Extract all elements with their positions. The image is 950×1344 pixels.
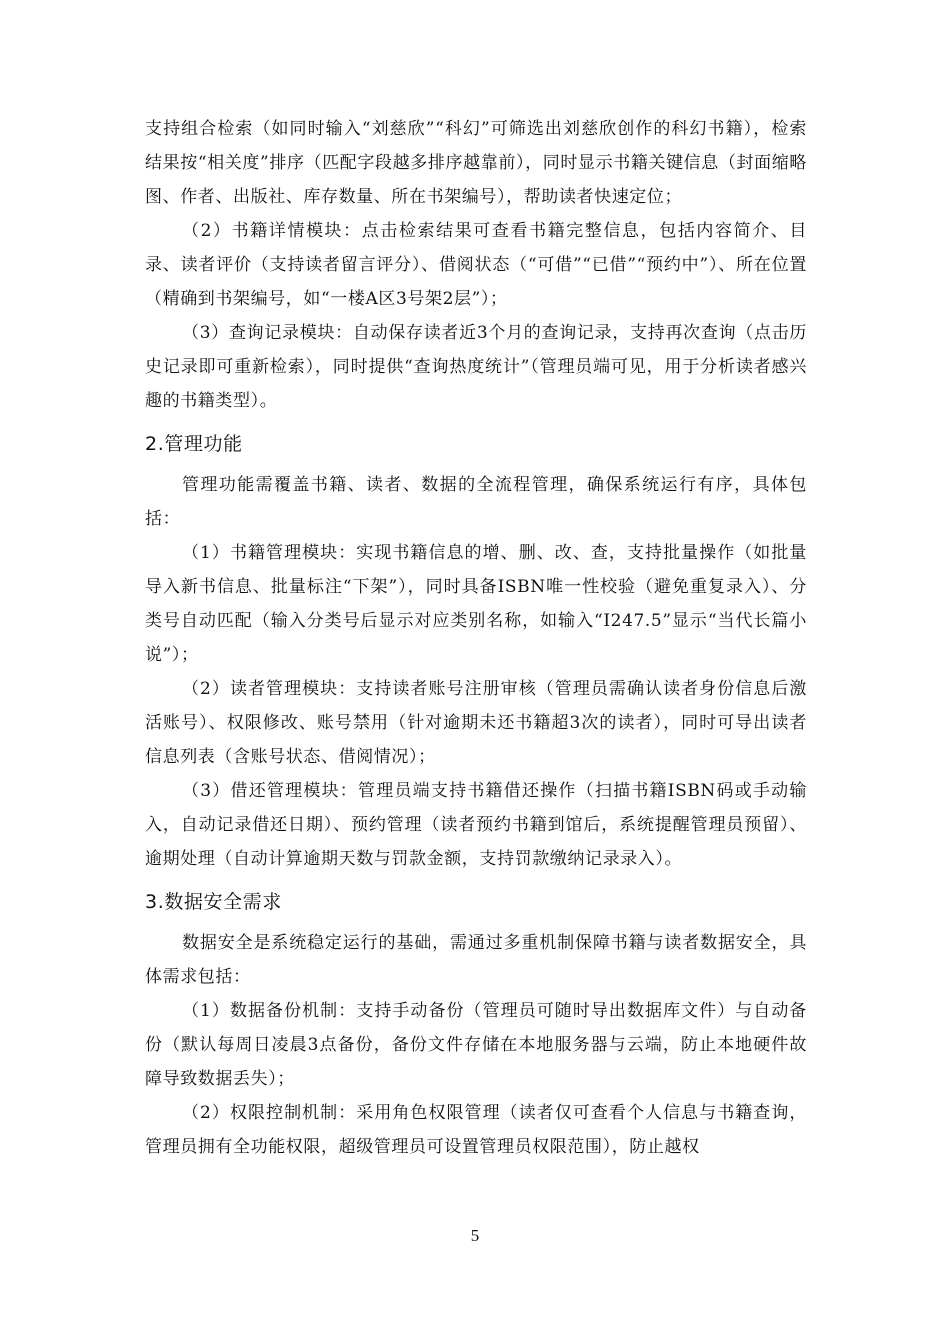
paragraph-permission-control: （2）权限控制机制：采用角色权限管理（读者仅可查看个人信息与书籍查询，管理员拥有全功能权限，超级管理员可设置管理员权限范围），防止越权 — [145, 1103, 807, 1157]
paragraph-data-security-intro: 数据安全是系统稳定运行的基础，需通过多重机制保障书籍与读者数据安全，具体需求包括： — [145, 933, 807, 987]
paragraph-search-continued: 支持组合检索（如同时输入“刘慈欣”“科幻”可筛选出刘慈欣创作的科幻书籍），检索结果按“相关度”排序（匹配字段越多排序越靠前），同时显示书籍关键信息（封面缩略图、作者、出版社、库存数量、所在书架编号），帮助读者快速定位； — [145, 119, 807, 207]
paragraph-query-record-module: （3）查询记录模块：自动保存读者近3个月的查询记录，支持再次查询（点击历史记录即可重新检索），同时提供“查询热度统计”（管理员端可见，用于分析读者感兴趣的书籍类型）。 — [145, 323, 807, 411]
page-body — [145, 112, 807, 1164]
paragraph-data-backup: （1）数据备份机制：支持手动备份（管理员可随时导出数据库文件）与自动备份（默认每周日凌晨3点备份，备份文件存储在本地服务器与云端，防止本地硬件故障导致数据丢失）； — [145, 1001, 807, 1089]
section-heading-data-security: 3.数据安全需求 — [145, 891, 282, 913]
paragraph-reader-management-module: （2）读者管理模块：支持读者账号注册审核（管理员需确认读者身份信息后激活账号）、权限修改、账号禁用（针对逾期未还书籍超3次的读者），同时可导出读者信息列表（含账号状态、借阅情况）； — [145, 679, 807, 767]
paragraph-management-intro: 管理功能需覆盖书籍、读者、数据的全流程管理，确保系统运行有序，具体包括： — [145, 475, 807, 529]
section-heading-management: 2.管理功能 — [145, 433, 243, 455]
paragraph-book-management-module: （1）书籍管理模块：实现书籍信息的增、删、改、查，支持批量操作（如批量导入新书信息、批量标注“下架”），同时具备ISBN唯一性校验（避免重复录入）、分类号自动匹配（输入分类号后显示对应类别名称，如输入“I247.5”显示“当代长篇小说”）； — [145, 543, 807, 665]
paragraph-borrow-return-module: （3）借还管理模块：管理员端支持书籍借还操作（扫描书籍ISBN码或手动输入，自动记录借还日期）、预约管理（读者预约书籍到馆后，系统提醒管理员预留）、逾期处理（自动计算逾期天数与罚款金额，支持罚款缴纳记录录入）。 — [145, 781, 807, 869]
page-number: 5 — [470, 1226, 480, 1245]
paragraph-book-detail-module: （2）书籍详情模块：点击检索结果可查看书籍完整信息，包括内容简介、目录、读者评价（支持读者留言评分）、借阅状态（“可借”“已借”“预约中”）、所在位置（精确到书架编号，如“一楼A区3号架2层”）； — [145, 221, 807, 309]
